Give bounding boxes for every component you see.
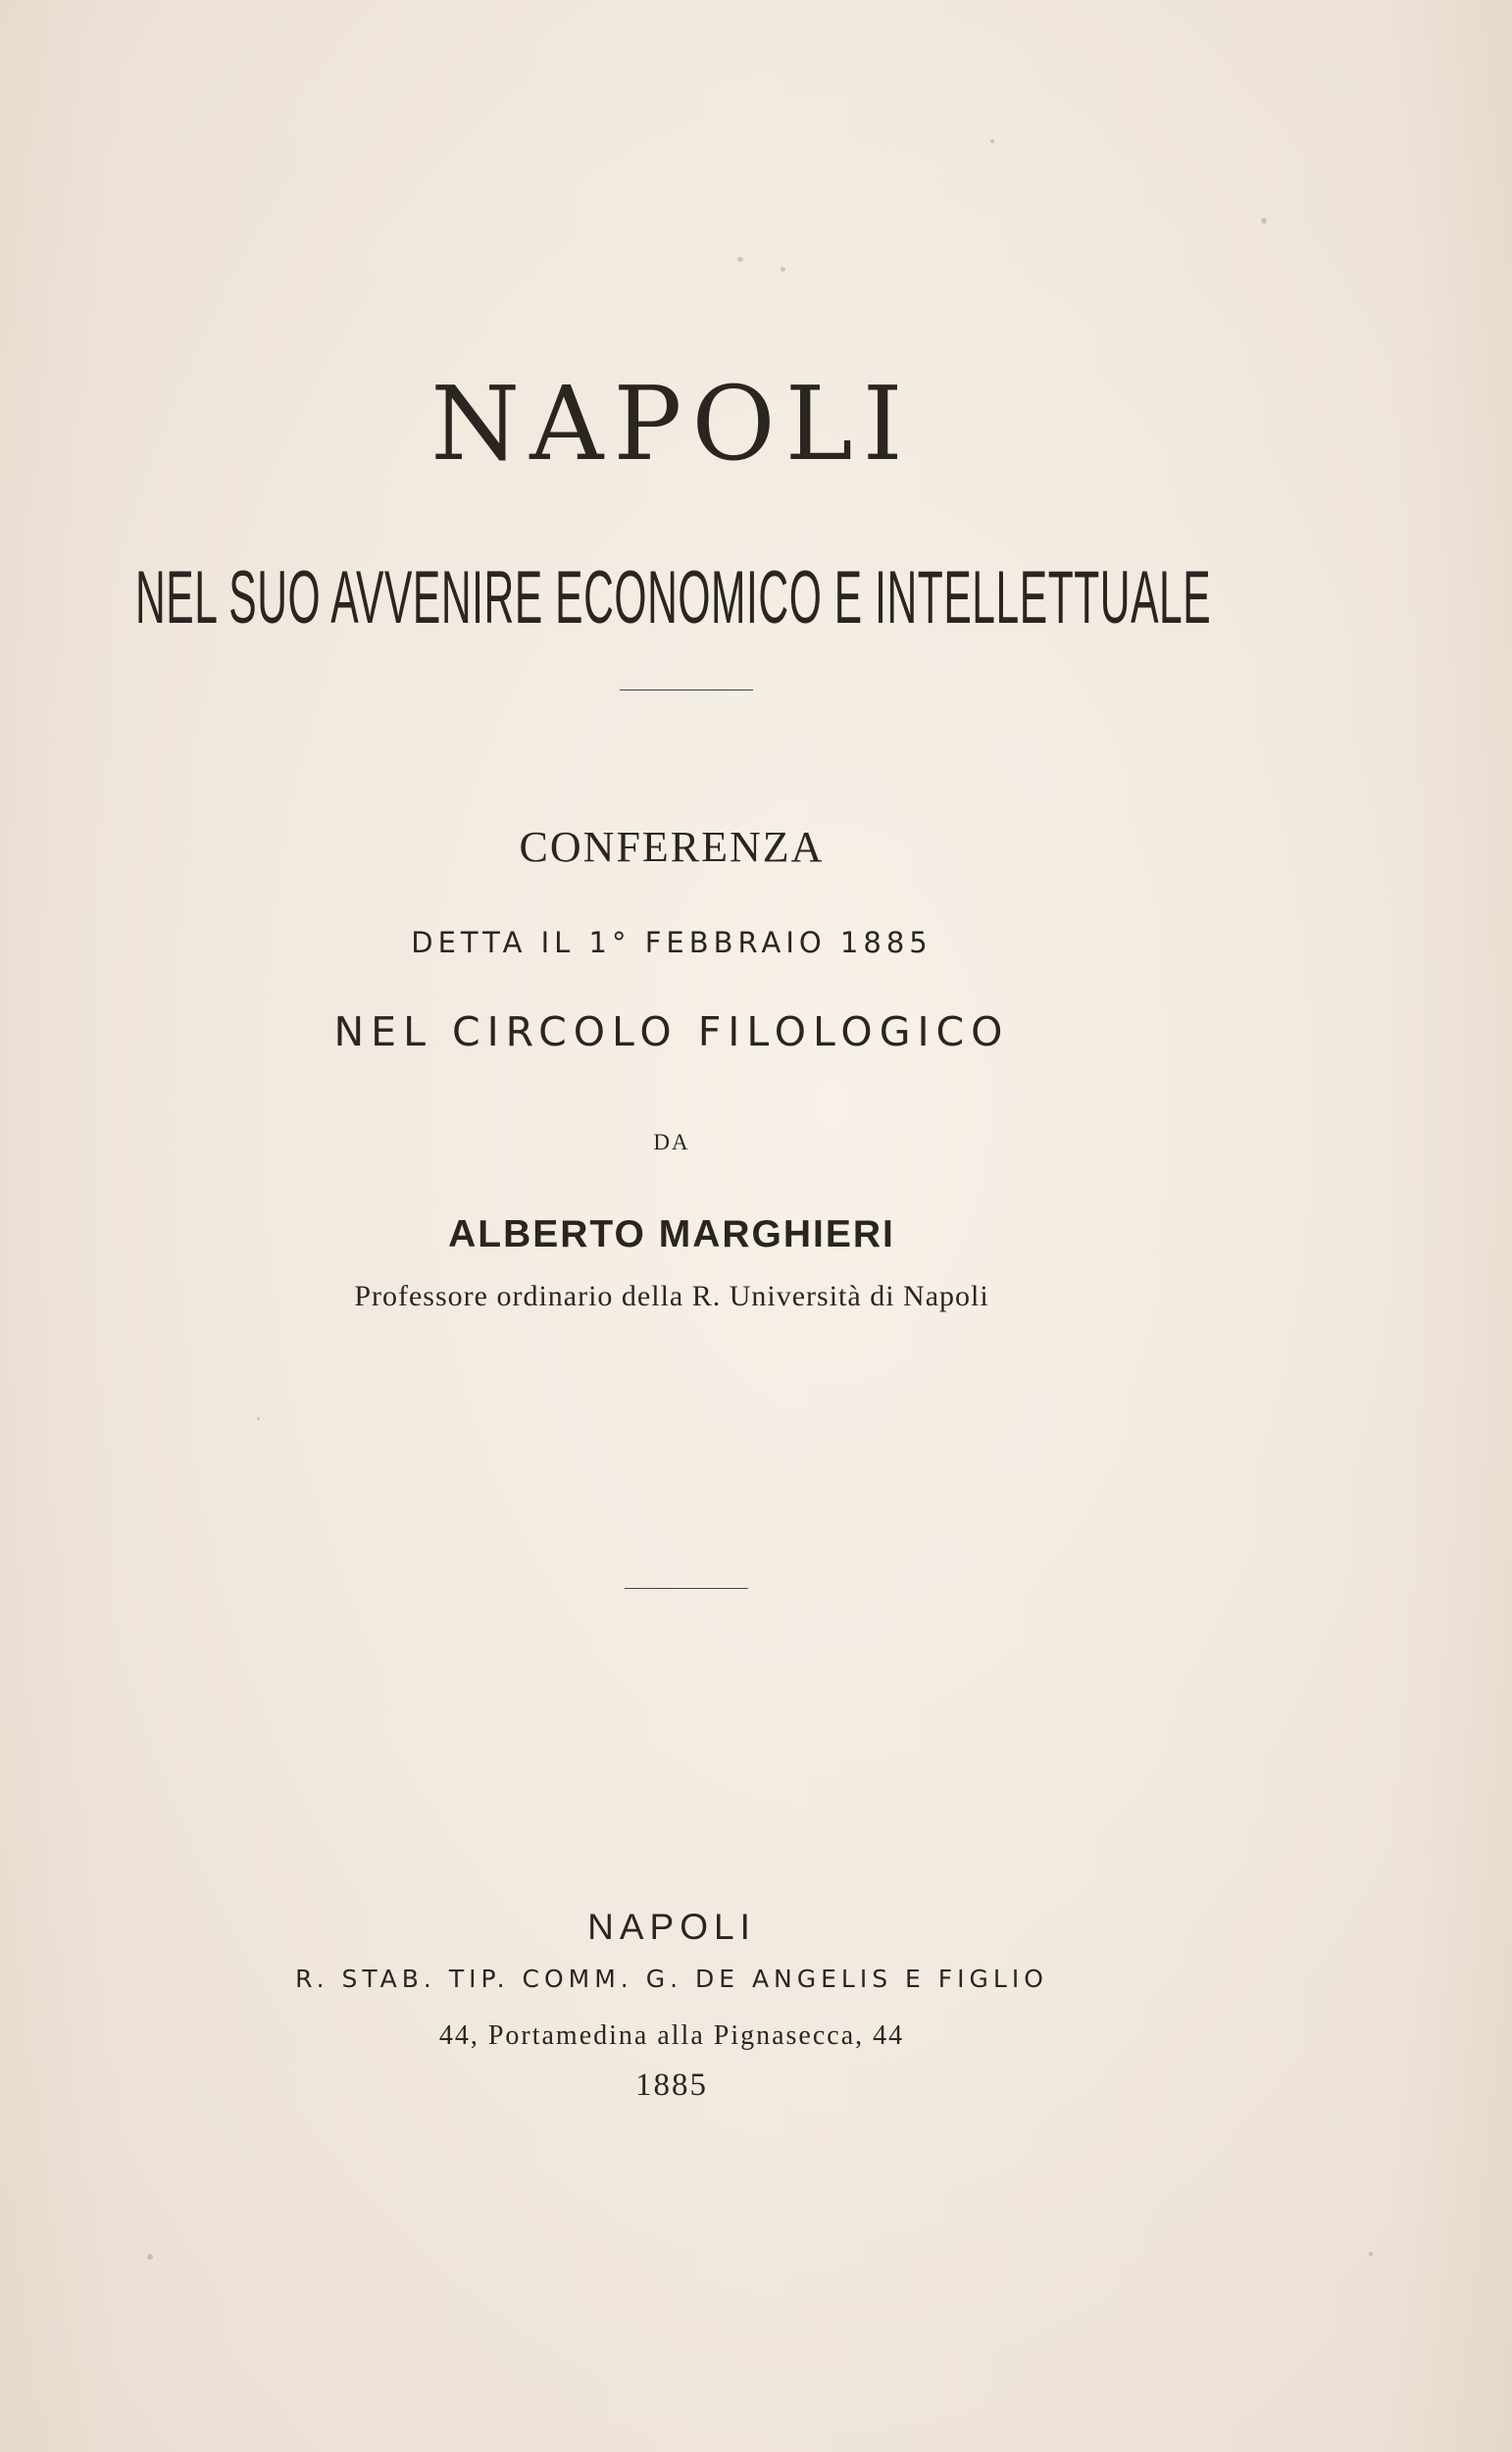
imprint-printer: R. STAB. TIP. COMM. G. DE ANGELIS E FIGLIO (295, 1965, 1048, 1993)
imprint-place: NAPOLI (587, 1907, 756, 1947)
by-label: DA (653, 1130, 690, 1154)
document-subtitle: NEL SUO AVVENIRE ECONOMICO E INTELLETTUALE (135, 556, 1212, 639)
document-title: NAPOLI (430, 364, 913, 484)
paper-speck (737, 257, 743, 262)
genre-label: CONFERENZA (519, 823, 825, 871)
paper-speck (990, 139, 994, 143)
imprint-address: 44, Portamedina alla Pignasecca, 44 (438, 2020, 905, 2051)
author-name: ALBERTO MARGHIERI (448, 1213, 895, 1255)
paper-speck (257, 1417, 260, 1420)
paper-speck (1369, 2252, 1373, 2256)
paper-speck (1261, 218, 1267, 224)
paper-speck (781, 267, 785, 272)
author-affiliation: Professore ordinario della R. Università di Napoli (354, 1280, 989, 1312)
divider-rule-bottom (625, 1588, 748, 1589)
paper-speck (147, 2254, 153, 2260)
venue-line: NEL CIRCOLO FILOLOGICO (333, 1008, 1010, 1055)
occasion-line: DETTA IL 1° FEBBRAIO 1885 (411, 926, 932, 959)
imprint-year: 1885 (635, 2068, 708, 2103)
